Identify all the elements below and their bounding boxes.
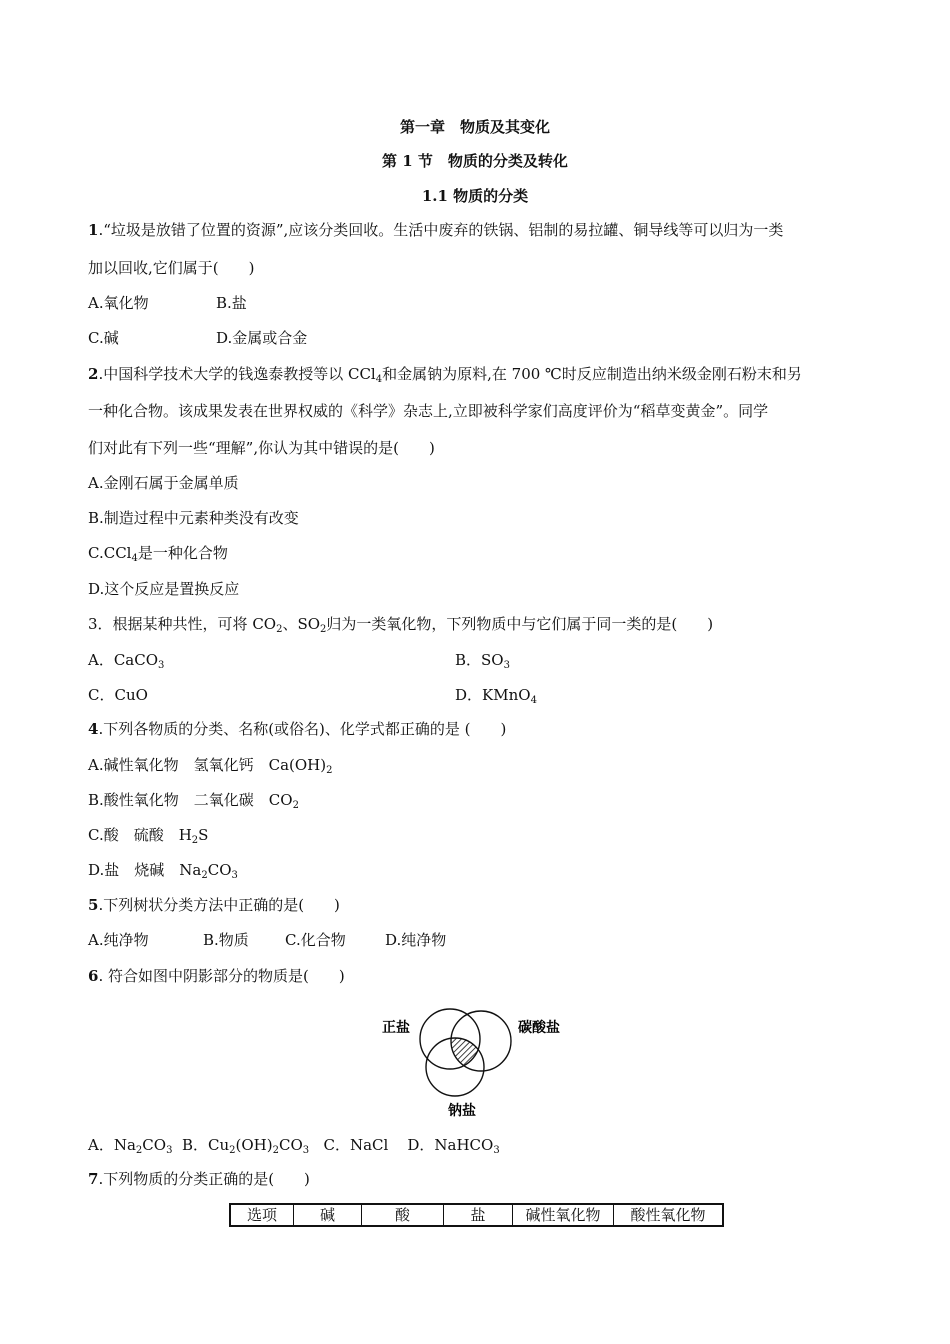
chapter-title: 第一章 物质及其变化 [399, 118, 550, 136]
q2-stem-line1 [88, 364, 802, 384]
q2-opt-c-text2: 是一种化合物 [137, 544, 228, 562]
q4-option-b [88, 790, 299, 810]
table-header-row [230, 1204, 723, 1226]
q4-opt-c-sub: 2 [191, 835, 199, 846]
q5-option-b: B.物质 [203, 931, 249, 949]
q7-stem [88, 1169, 310, 1189]
q2-subscript: 4 [375, 374, 383, 385]
q6-opt-d-sub: 3 [493, 1145, 500, 1156]
table-header-cell: 盐 [444, 1204, 513, 1226]
q1-option-b: B.盐 [216, 294, 247, 312]
q5-stem [88, 895, 340, 915]
q6-text: . 符合如图中阴影部分的物质是( ) [98, 967, 345, 985]
q6-opt-c-text: C．NaCl [323, 1136, 389, 1154]
q4-stem [88, 719, 506, 739]
q2-option-c [88, 543, 228, 563]
q1-option-a: A.氧化物 [88, 294, 149, 312]
q4-opt-a-sub: 2 [326, 765, 333, 776]
q7-number: 7 [88, 1170, 99, 1188]
q4-text: .下列各物质的分类、名称(或俗名)、化学式都正确的是 ( ) [98, 720, 507, 738]
q3-text-a: 3．根据某种共性，可将 CO [88, 615, 277, 633]
q3-opt-a-text: A．CaCO [88, 651, 159, 669]
q4-opt-a-text: A.碱性氧化物 氢氧化钙 Ca(OH) [88, 756, 327, 774]
q2-number: 2 [88, 365, 99, 383]
classification-table [229, 1203, 724, 1227]
q4-opt-c-text2: S [198, 826, 209, 844]
q3-option-b [455, 650, 510, 670]
q5-text: .下列树状分类方法中正确的是( ) [98, 896, 340, 914]
venn-label-sodium-salt: 钠盐 [448, 1103, 476, 1119]
q1-number: 1 [88, 221, 99, 239]
q3-option-a [88, 650, 164, 670]
q4-opt-d-text2: CO [207, 861, 232, 879]
table-header-cell: 碱 [294, 1204, 362, 1226]
q4-number: 4 [88, 720, 99, 738]
q4-opt-b-sub: 2 [292, 800, 299, 811]
section-title: 第 1 节 物质的分类及转化 [382, 152, 568, 170]
subsection-title: 1.1 物质的分类 [421, 187, 529, 205]
q3-sub-1: 2 [276, 624, 283, 635]
q6-options [88, 1135, 500, 1155]
q2-option-d: D.这个反应是置换反应 [88, 580, 240, 598]
q4-option-a [88, 755, 332, 775]
q3-option-c: C．CuO [88, 686, 148, 704]
q6-opt-a-sub1: 2 [135, 1145, 143, 1156]
q6-opt-b-sub2: 2 [272, 1145, 279, 1156]
q3-opt-d-text: D．KMnO [455, 686, 531, 704]
q2-stem-line3: 们对此有下列一些“理解”,你认为其中错误的是( ) [88, 439, 435, 457]
q2-option-b: B.制造过程中元素种类没有改变 [88, 509, 299, 527]
q5-option-a: A.纯净物 [88, 931, 149, 949]
q5-option-c: C.化合物 [285, 931, 346, 949]
q5-option-d: D.纯净物 [385, 931, 447, 949]
q2-opt-c-sub: 4 [131, 553, 138, 564]
q6-opt-a-text2: CO [142, 1136, 167, 1154]
q1-option-c: C.碱 [88, 329, 119, 347]
q1-option-d: D.金属或合金 [216, 329, 308, 347]
venn-label-carbonate: 碳酸盐 [518, 1020, 560, 1036]
q1-stem-line2: 加以回收,它们属于( ) [88, 259, 255, 277]
q7-text: .下列物质的分类正确的是( ) [98, 1170, 310, 1188]
q6-opt-d-text: D．NaHCO [407, 1136, 494, 1154]
q4-option-c [88, 825, 208, 845]
q4-opt-d-sub2: 3 [231, 870, 238, 881]
q2-text-a: .中国科学技术大学的钱逸泰教授等以 CCl [98, 365, 376, 383]
q4-option-d [88, 860, 238, 880]
q2-text-b: 和金属钠为原料,在 700 ℃时反应制造出纳米级金刚石粉末和另 [382, 365, 802, 383]
q6-stem [88, 966, 345, 986]
q1-text-1: .“垃圾是放错了位置的资源”,应该分类回收。生活中废弃的铁锅、铝制的易拉罐、铜导线等可以归为一类 [98, 221, 784, 239]
q1-stem-line1 [88, 220, 783, 240]
q4-opt-b-text: B.酸性氧化物 二氧化碳 CO [88, 791, 293, 809]
q2-option-a: A.金刚石属于金属单质 [88, 474, 239, 492]
q3-text-b: 、SO [282, 615, 321, 633]
table-header-cell: 酸 [362, 1204, 444, 1226]
q5-number: 5 [88, 896, 99, 914]
q3-opt-d-sub: 4 [530, 695, 537, 706]
table-header-cell: 选项 [230, 1204, 294, 1226]
q6-opt-b-text3: CO [279, 1136, 303, 1154]
q6-opt-a-text: A．Na [88, 1136, 136, 1154]
q6-opt-a-sub2: 3 [166, 1145, 173, 1156]
q6-opt-b-sub3: 3 [302, 1145, 310, 1156]
q3-opt-a-sub: 3 [158, 660, 165, 671]
q6-opt-b-text: B．Cu [181, 1136, 230, 1154]
q6-number: 6 [88, 967, 99, 985]
q3-opt-b-text: B．SO [455, 651, 504, 669]
q3-sub-2: 2 [320, 624, 327, 635]
q6-opt-b-text2: (OH) [235, 1136, 273, 1154]
q3-stem [88, 614, 713, 634]
table-header-cell: 酸性氧化物 [614, 1204, 724, 1226]
venn-label-normal-salt: 正盐 [382, 1020, 410, 1036]
q2-opt-c-text: C.CCl [88, 544, 132, 562]
venn-diagram [378, 1003, 578, 1120]
q6-opt-b-sub1: 2 [229, 1145, 236, 1156]
q2-stem-line2: 一种化合物。该成果发表在世界权威的《科学》杂志上,立即被科学家们高度评价为“稻草变黄金”。同学 [88, 402, 769, 420]
q3-text-c: 归为一类氧化物，下列物质中与它们属于同一类的是( ) [326, 615, 714, 633]
q4-opt-c-text: C.酸 硫酸 H [88, 826, 192, 844]
q4-opt-d-sub1: 2 [201, 870, 208, 881]
q3-option-d [455, 685, 537, 705]
q3-opt-b-sub: 3 [503, 660, 510, 671]
table-header-cell: 碱性氧化物 [513, 1204, 614, 1226]
q4-opt-d-text: D.盐 烧碱 Na [88, 861, 202, 879]
